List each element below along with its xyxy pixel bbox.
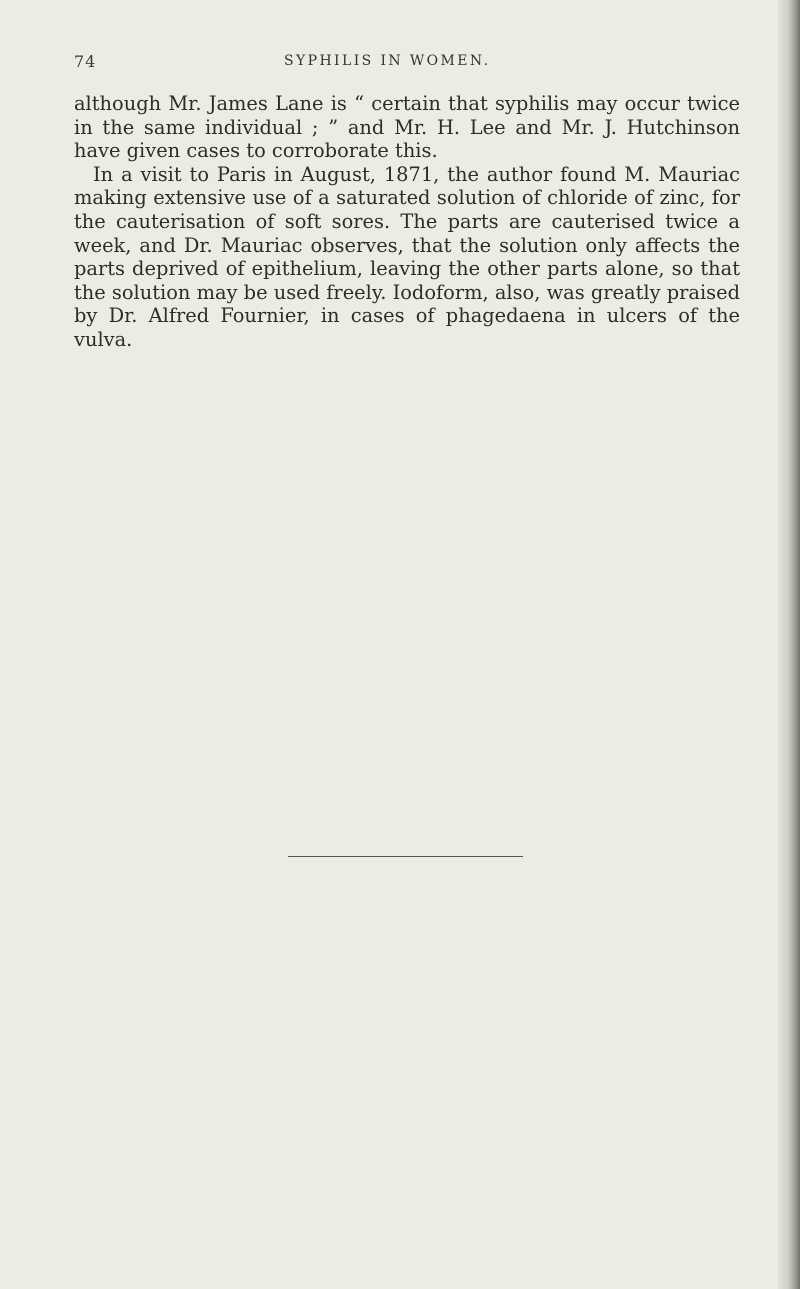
running-title: SYPHILIS IN WOMEN. [284,53,491,69]
section-end-rule [288,856,523,857]
paragraph-paris-visit: In a visit to Paris in August, 1871, the author found M. Mauriac making extensive use of a saturated solution of chloride of zinc, for the cauterisation of soft sores. The parts are cauterised twice a week, and Dr. Mauriac observes, that the solution only affects the parts deprived of epithelium, leaving the other parts alone, so that the solution may be used freely. Iodoform, also, was greatly praised by Dr. Alfred Fournier, in cases of phagedaena in ulcers of the vulva. [74,162,740,351]
paragraph-continued: although Mr. James Lane is “ certain that syphilis may occur twice in the same individual ; ” and Mr. H. Lee and Mr. J. Hutchinson have given cases to corroborate this. [74,92,740,163]
page-edge-shadow [778,0,800,1289]
running-head [74,52,736,74]
page-number: 74 [74,52,97,71]
body-text [74,92,740,352]
